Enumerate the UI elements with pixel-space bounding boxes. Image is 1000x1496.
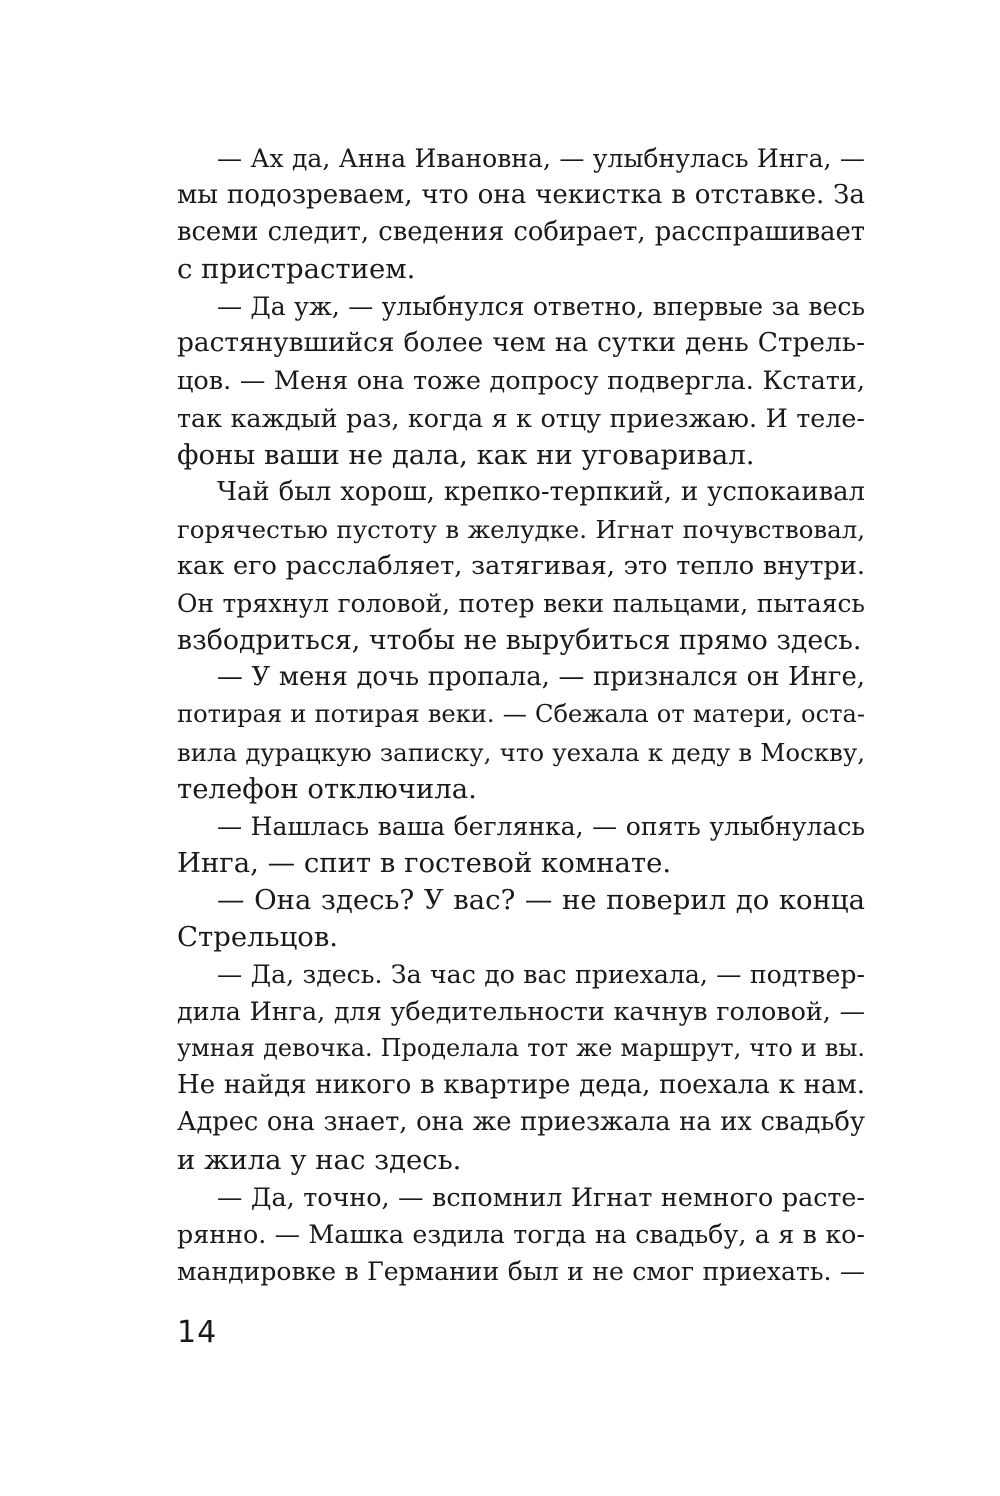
text-line: взбодриться, чтобы не вырубиться прямо здесь. [177, 625, 862, 657]
text-line: Он тряхнул головой, потер веки пальцами, пытаясь [177, 589, 865, 619]
text-line: — У меня дочь пропала, — признался он Инге, [217, 662, 865, 693]
text-line: Не найдя никого в квартире деда, поехала к нам. [177, 1070, 865, 1101]
text-line: — Ах да, Анна Ивановна, — улыбнулась Инга, — [217, 144, 865, 173]
text-line: растянувшийся более чем на сутки день Стрель- [177, 328, 865, 359]
body-text [177, 140, 865, 1290]
text-line: Стрельцов. [177, 920, 339, 953]
text-line: Адрес она знает, она же приезжала на их свадьбу [177, 1107, 865, 1138]
text-line: Инга, — спит в гостевой комнате. [177, 846, 672, 879]
text-line: — Да уж, — улыбнулся ответно, впервые за весь [217, 292, 865, 322]
text-line: вила дурацкую записку, что уехала к деду в Москву, [177, 737, 865, 767]
text-line: — Она здесь? У вас? — не поверил до конца [217, 883, 865, 916]
text-line: всеми следит, сведения собирает, расспрашивает [177, 217, 865, 248]
text-line: — Да, здесь. За час до вас приехала, — подтвер- [217, 960, 865, 990]
text-line: так каждый раз, когда я к отцу приезжаю. И теле- [177, 402, 865, 433]
text-line: горячестью пустоту в желудке. Игнат почувствовал, [177, 514, 865, 544]
text-line: Чай был хорош, крепко-терпкий, и успокаивал [217, 476, 865, 507]
text-line: как его расслабляет, затягивая, это тепло внутри. [177, 551, 865, 582]
text-line: и жила у нас здесь. [177, 1143, 462, 1176]
text-line: — Нашлась ваша беглянка, — опять улыбнулась [217, 811, 865, 841]
text-line: потирая и потирая веки. — Сбежала от матери, оста- [177, 700, 865, 729]
text-line: дила Инга, для убедительности качнув головой, — [177, 996, 865, 1027]
text-line: цов. — Меня она тоже допросу подвергла. Кстати, [177, 365, 865, 396]
text-line: умная девочка. Проделала тот же маршрут, что и вы. [177, 1034, 865, 1063]
book-page [177, 140, 865, 1290]
text-line: мандировке в Германии был и не смог приехать. — [177, 1256, 865, 1286]
page-number: 14 [177, 1315, 218, 1350]
text-line: фоны ваши не дала, как ни уговаривал. [177, 438, 755, 471]
text-line: с пристрастием. [177, 253, 416, 286]
text-line: рянно. — Машка ездила тогда на свадьбу, а я в ко- [177, 1218, 865, 1249]
text-line: телефон отключила. [177, 772, 477, 805]
text-line: мы подозреваем, что она чекистка в отставке. За [177, 180, 865, 211]
text-line: — Да, точно, — вспомнил Игнат немного расте- [217, 1181, 865, 1212]
